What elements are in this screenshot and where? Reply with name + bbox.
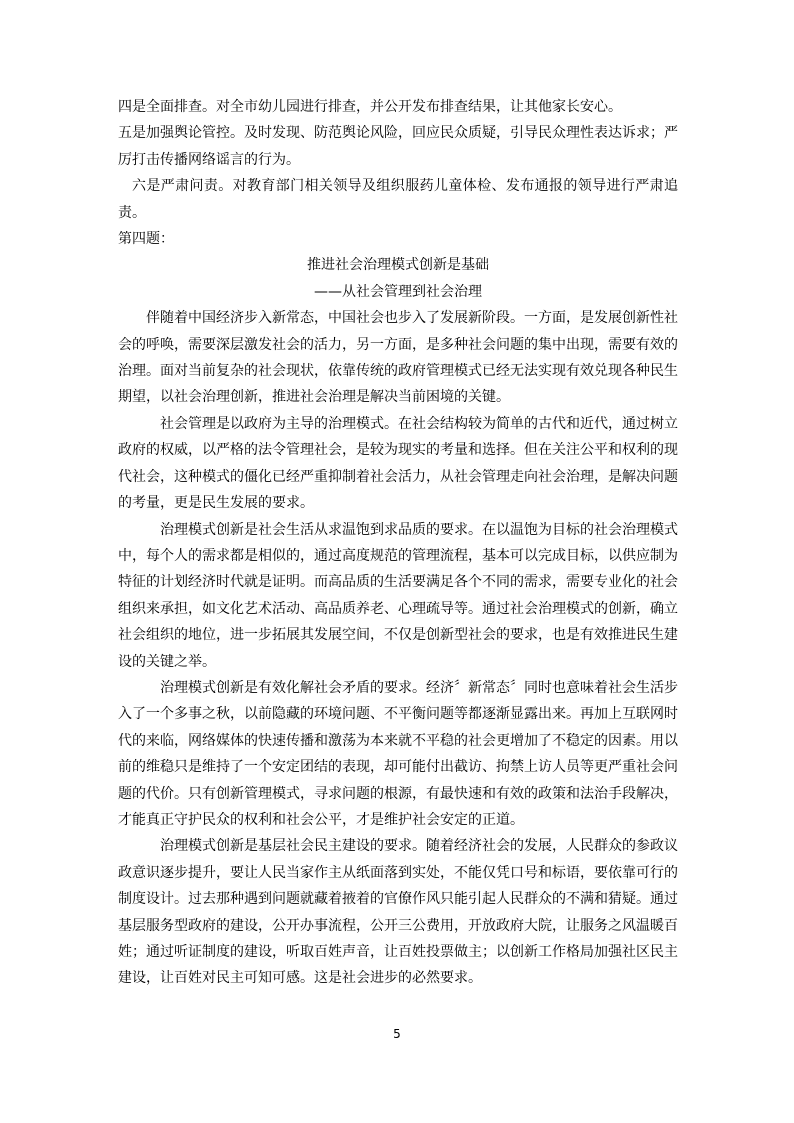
page-number: 5 bbox=[393, 1027, 401, 1041]
essay-subtitle: ——从社会管理到社会治理 bbox=[314, 283, 482, 300]
body-paragraph: 治理模式创新是有效化解社会矛盾的要求。经济〞新常态〞同时也意味着社会生活步入了一个多事之秋，以前隐藏的环境问题、不平衡问题等都逐渐显露出来。再加上互联网时代的来临，网络媒体的快速传播和激荡为本来就不平稳的社会更增加了不稳定的因素。用以前的维稳只是维持了一个安定团结的表现，却可能付出截访、拘禁上访人员等更严重社会问题的代价。只有创新管理模式，寻求问题的根源，有最快速和有效的政策和法治手段解决，才能真正守护民众的权利和社会公平，才是维护社会安定的正道。 bbox=[118, 679, 678, 828]
page-content bbox=[118, 94, 678, 992]
paragraph-item-six: 六是严肃问责。对教育部门相关领导及组织服药儿童体检、发布通报的领导进行严肃追责。 bbox=[118, 178, 678, 221]
body-paragraph: 伴随着中国经济步入新常态，中国社会也步入了发展新阶段。一方面，是发展创新性社会的呼唤，需要深层激发社会的活力，另一方面，是多种社会问题的集中出现，需要有效的治理。面对当前复杂的社会现状，依靠传统的政府管理模式已经无法实现有效兑现各种民生期望，以社会治理创新，推进社会治理是解决当前困境的关键。 bbox=[118, 310, 678, 406]
paragraph-item-five: 五是加强舆论管控。及时发现、防范舆论风险，回应民众质疑，引导民众理性表达诉求；严厉打击传播网络谣言的行为。 bbox=[118, 125, 678, 168]
body-paragraph: 治理模式创新是基层社会民主建设的要求。随着经济社会的发展，人民群众的参政议政意识逐步提升，要让人民当家作主从纸面落到实处，不能仅凭口号和标语，要依靠可行的制度设计。过去那种遇到问题就藏着掖着的官僚作风只能引起人民群众的不满和猜疑。通过基层服务型政府的建设，公开办事流程，公开三公费用，开放政府大院，让服务之风温暖百姓；通过听证制度的建设，听取百姓声音，让百姓投票做主；以创新工作格局加强社区民主建设，让百姓对民主可知可感。这是社会进步的必然要求。 bbox=[118, 838, 678, 987]
paragraph-item-four: 四是全面排查。对全市幼儿园进行排查，并公开发布排查结果，让其他家长安心。 bbox=[118, 99, 622, 115]
question-heading: 第四题： bbox=[118, 231, 174, 248]
essay-title: 推进社会治理模式创新是基础 bbox=[307, 257, 489, 274]
body-paragraph: 社会管理是以政府为主导的治理模式。在社会结构较为简单的古代和近代，通过树立政府的权威，以严格的法令管理社会，是较为现实的考量和选择。但在关注公平和权利的现代社会，这种模式的僵化已经严重抑制着社会活力，从社会管理走向社会治理，是解决问题的考量，更是民生发展的要求。 bbox=[118, 415, 678, 512]
body-paragraph: 治理模式创新是社会生活从求温饱到求品质的要求。在以温饱为目标的社会治理模式中，每个人的需求都是相似的，通过高度规范的管理流程，基本可以完成目标，以供应制为特征的计划经济时代就是证明。而高品质的生活要满足各个不同的需求，需要专业化的社会组织来承担，如文化艺术活动、高品质养老、心理疏导等。通过社会治理模式的创新，确立社会组织的地位，进一步拓展其发展空间，不仅是创新型社会的要求，也是有效推进民生建设的关键之举。 bbox=[118, 521, 678, 670]
